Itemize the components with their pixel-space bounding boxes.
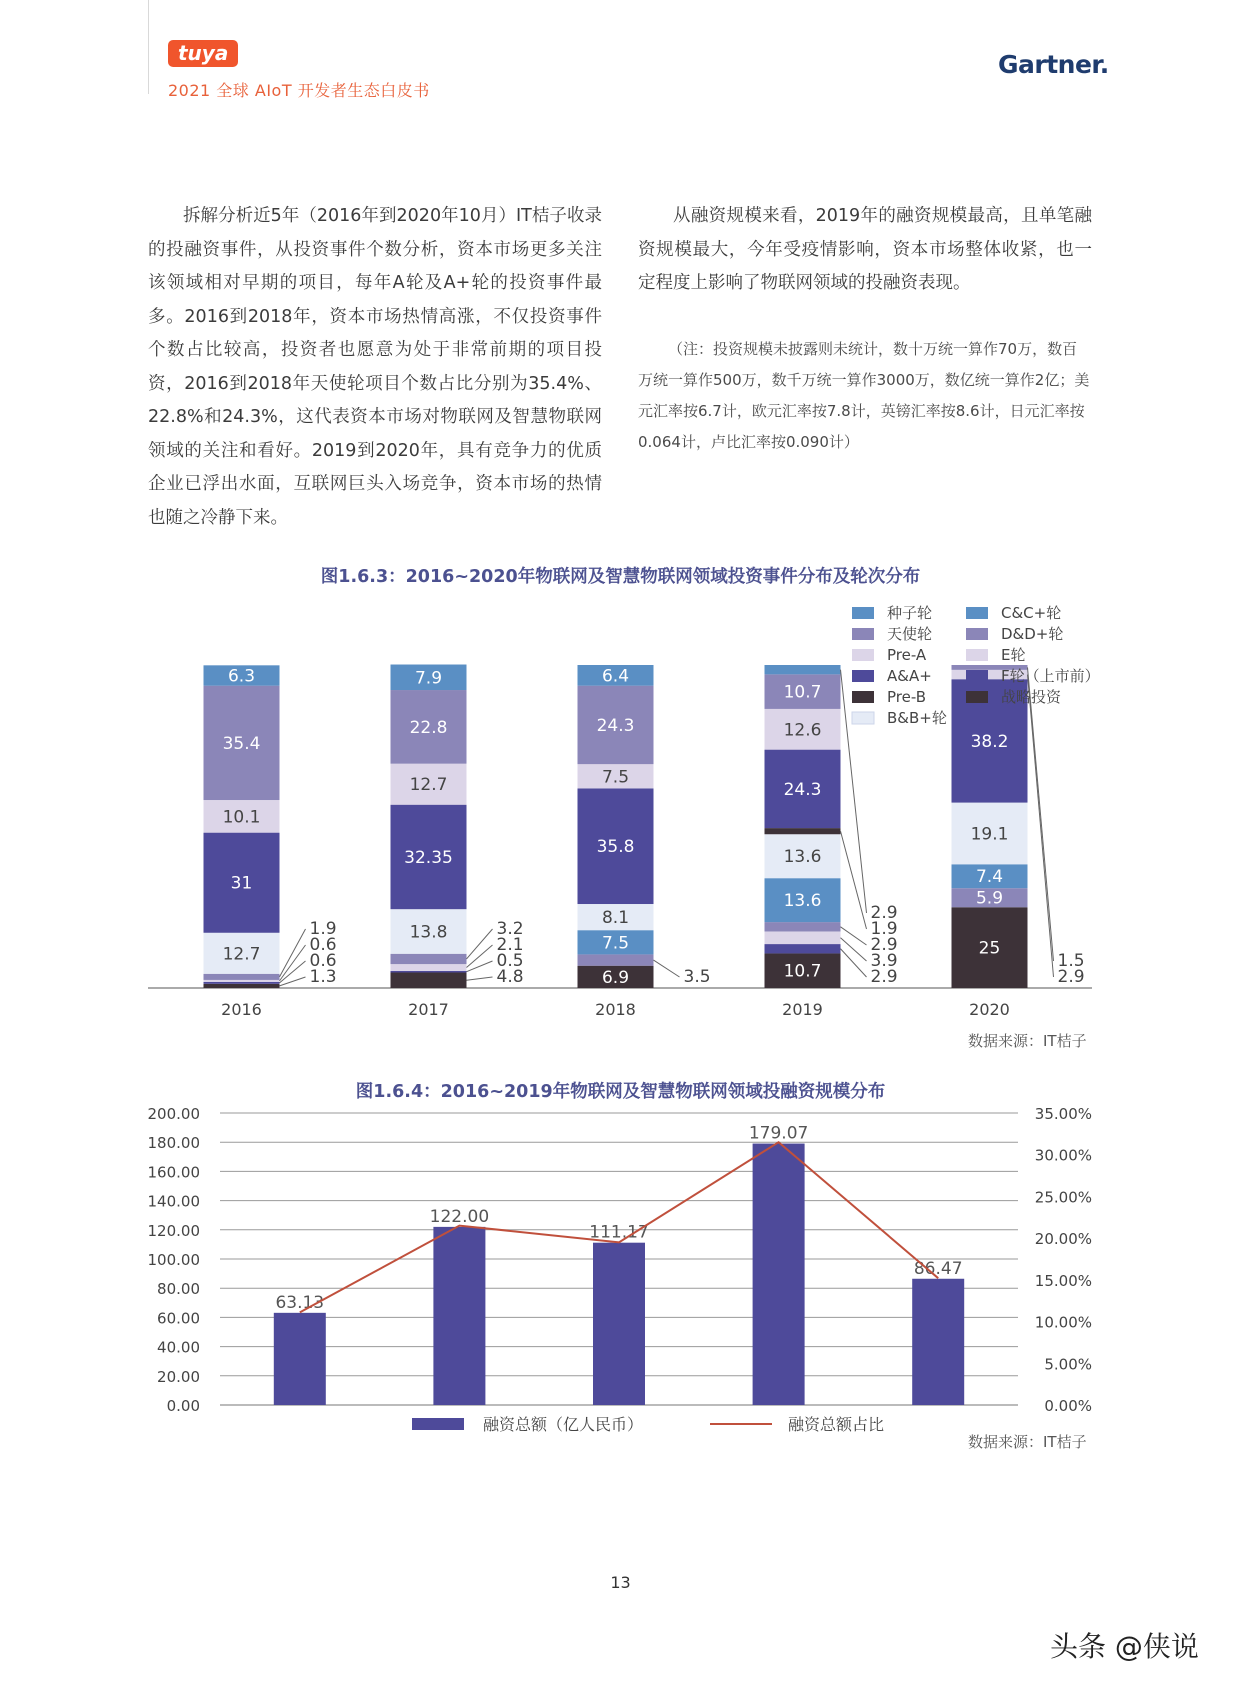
figure-2-source: 数据来源：IT桔子 xyxy=(968,1433,1087,1451)
bar-value-label: 7.9 xyxy=(414,668,443,689)
y2-tick-label: 10.00% xyxy=(1034,1313,1092,1332)
bar xyxy=(274,1313,326,1405)
bar-segment xyxy=(391,954,467,964)
bar-value-label: 22.8 xyxy=(409,717,448,738)
leader-line xyxy=(841,927,867,945)
legend-swatch xyxy=(852,628,874,640)
bar-value-label: 111.17 xyxy=(589,1222,649,1243)
leader-line xyxy=(280,945,306,981)
y-tick-label: 80.00 xyxy=(157,1280,200,1299)
legend-label: 融资总额占比 xyxy=(788,1415,885,1434)
y2-tick-label: 25.00% xyxy=(1034,1188,1092,1207)
leader-line xyxy=(280,929,306,977)
leader-line xyxy=(841,938,867,961)
bar-value-label: 1.9 xyxy=(870,919,898,939)
legend-swatch xyxy=(852,670,874,682)
legend-swatch xyxy=(966,670,988,682)
leader-line xyxy=(280,977,306,986)
bar-line-chart xyxy=(0,1100,1241,1460)
y2-tick-label: 30.00% xyxy=(1034,1146,1092,1165)
bar-value-label: 7.4 xyxy=(975,867,1004,888)
bar-value-label: 25 xyxy=(978,938,1001,959)
bar-value-label: 31 xyxy=(230,873,253,894)
legend-label: A&A+ xyxy=(887,667,932,685)
leader-line xyxy=(467,961,493,972)
bar xyxy=(753,1144,805,1405)
leader-line xyxy=(841,670,867,913)
bar-value-label: 5.9 xyxy=(975,888,1004,909)
bar-value-label: 8.1 xyxy=(601,908,630,929)
report-subtitle: 2021 全球 AIoT 开发者生态白皮书 xyxy=(168,81,430,100)
y-tick-label: 160.00 xyxy=(147,1163,200,1182)
bar-value-label: 10.7 xyxy=(783,682,822,703)
bar-value-label: 19.1 xyxy=(970,824,1009,845)
bar-value-label: 63.13 xyxy=(275,1292,325,1313)
legend-label: 战略投资 xyxy=(1001,688,1062,706)
legend-swatch xyxy=(412,1418,464,1430)
y2-tick-label: 5.00% xyxy=(1044,1355,1092,1374)
y2-tick-label: 0.00% xyxy=(1044,1397,1092,1415)
bar-value-label: 13.8 xyxy=(409,922,448,943)
bar-value-label: 38.2 xyxy=(970,731,1009,752)
x-tick-label: 2019 xyxy=(782,1000,823,1019)
bar-value-label: 13.6 xyxy=(783,847,822,868)
bar-value-label: 6.4 xyxy=(601,666,630,687)
leader-line xyxy=(280,961,306,983)
x-tick-label: 2020 xyxy=(969,1000,1010,1019)
bar-value-label: 10.1 xyxy=(222,807,261,828)
bar-value-label: 2.1 xyxy=(496,935,524,955)
leader-line xyxy=(467,977,493,980)
bar-value-label: 12.7 xyxy=(222,944,261,965)
bar-segment xyxy=(765,665,841,674)
bar-value-label: 1.9 xyxy=(309,919,337,939)
bar-value-label: 3.2 xyxy=(496,919,524,939)
figure-1-title: 图1.6.3：2016~2020年物联网及智慧物联网领域投资事件分布及轮次分布 xyxy=(320,567,921,587)
bar-value-label: 7.5 xyxy=(601,767,630,788)
y-tick-label: 60.00 xyxy=(157,1309,200,1328)
stacked-bar-chart xyxy=(0,600,1241,1020)
bar-segment xyxy=(391,971,467,973)
y-tick-label: 40.00 xyxy=(157,1338,200,1357)
bar xyxy=(433,1227,485,1405)
right-column xyxy=(638,200,1092,301)
legend-swatch xyxy=(852,691,874,703)
legend-swatch xyxy=(852,607,874,619)
leader-line xyxy=(654,960,680,977)
legend-label: C&C+轮 xyxy=(1001,604,1062,622)
bar-value-label: 6.3 xyxy=(227,666,256,687)
bar-segment xyxy=(765,931,841,944)
bar-value-label: 32.35 xyxy=(404,847,453,868)
bar-segment xyxy=(765,922,841,931)
legend-swatch xyxy=(966,628,988,640)
legend-label: E轮 xyxy=(1001,646,1026,664)
y-tick-label: 0.00 xyxy=(166,1397,200,1415)
bar-segment xyxy=(765,828,841,834)
header-divider xyxy=(148,0,149,94)
bar-segment xyxy=(391,972,467,988)
bar-value-label: 12.7 xyxy=(409,775,448,796)
bar-value-label: 2.9 xyxy=(1057,967,1085,987)
bar-value-label: 179.07 xyxy=(748,1123,809,1144)
bar-value-label: 7.5 xyxy=(601,933,630,954)
bar-segment xyxy=(391,964,467,971)
y-tick-label: 200.00 xyxy=(147,1105,200,1123)
page-number: 13 xyxy=(610,1573,631,1592)
note-text: （注：投资规模未披露则未统计，数十万统一算作70万，数百万统一算作500万，数千万统一算作3000万，数亿统一算作2亿；美元汇率按6.7计，欧元汇率按7.8计，英镑汇率按8.6计，日元汇率按0.064计，卢比汇率按0.090计） xyxy=(638,340,1090,451)
left-column xyxy=(148,200,602,535)
y2-tick-label: 15.00% xyxy=(1034,1271,1092,1290)
legend-label: 种子轮 xyxy=(887,604,933,622)
tuya-logo: tuya xyxy=(168,40,238,67)
bar-value-label: 35.8 xyxy=(596,837,635,858)
bar-value-label: 12.6 xyxy=(783,720,822,741)
y-tick-label: 180.00 xyxy=(147,1134,200,1153)
legend-label: F轮（上市前） xyxy=(1001,667,1100,685)
leader-line xyxy=(467,929,493,959)
legend-swatch xyxy=(852,649,874,661)
left-paragraph: 拆解分析近5年（2016年到2020年10月）IT桔子收录的投融资事件，从投资事件个数分析，资本市场更多关注该领域相对早期的项目，每年A轮及A+轮的投资事件最多。2016到2018年，资本市场热情高涨，不仅投资事件个数占比较高，投资者也愿意为处于非常前期的项目投资，2016到2018年天使轮项目个数占比分别为35.4%、22.8%和24.3%，这代表资本市场对物联网及智慧物联网领域的关注和看好。2019到2020年，具有竞争力的优质企业已浮出水面，互联网巨头入场竞争，资本市场的热情也随之冷静下来。 xyxy=(148,206,602,528)
bar-value-label: 3.5 xyxy=(683,967,711,987)
watermark: 头条 @侠说 xyxy=(1050,1630,1199,1663)
x-tick-label: 2018 xyxy=(595,1000,636,1019)
leader-line xyxy=(1028,675,1054,977)
bar-segment xyxy=(204,980,280,982)
x-tick-label: 2017 xyxy=(408,1000,449,1019)
bar-value-label: 24.3 xyxy=(783,779,822,800)
y-tick-label: 100.00 xyxy=(147,1251,200,1269)
figure-2-title: 图1.6.4：2016~2019年物联网及智慧物联网领域投融资规模分布 xyxy=(355,1082,886,1102)
bar-value-label: 10.7 xyxy=(783,961,822,982)
bar-segment xyxy=(765,944,841,953)
bar-value-label: 2.9 xyxy=(870,935,898,955)
legend-swatch xyxy=(966,607,988,619)
legend-swatch xyxy=(966,691,988,703)
bar-value-label: 86.47 xyxy=(913,1258,963,1279)
bar xyxy=(912,1279,964,1405)
y2-tick-label: 35.00% xyxy=(1034,1105,1092,1123)
bar-value-label: 0.6 xyxy=(309,951,337,971)
right-paragraph: 从融资规模来看，2019年的融资规模最高，且单笔融资规模最大，今年受疫情影响，资本市场整体收紧，也一定程度上影响了物联网领域的投融资表现。 xyxy=(638,206,1092,293)
exchange-note xyxy=(638,334,1092,458)
x-tick-label: 2016 xyxy=(221,1000,262,1019)
bar-value-label: 1.3 xyxy=(309,967,337,987)
legend-label: 天使轮 xyxy=(887,625,933,643)
figure-1-source: 数据来源：IT桔子 xyxy=(968,1032,1087,1050)
bar-value-label: 4.8 xyxy=(496,967,524,987)
bar-value-label: 3.9 xyxy=(870,951,898,971)
legend-label: 融资总额（亿人民币） xyxy=(483,1415,644,1434)
legend-swatch xyxy=(966,649,988,661)
bar-value-label: 122.00 xyxy=(429,1206,490,1227)
bar-value-label: 24.3 xyxy=(596,715,635,736)
y2-tick-label: 20.00% xyxy=(1034,1230,1092,1249)
leader-line xyxy=(841,949,867,977)
legend-label: B&B+轮 xyxy=(887,709,947,727)
bar-segment xyxy=(204,974,280,980)
bar-value-label: 1.5 xyxy=(1057,951,1085,971)
bar-segment xyxy=(578,954,654,965)
gartner-logo: Gartner. xyxy=(998,50,1109,79)
bar xyxy=(593,1243,645,1405)
y-tick-label: 140.00 xyxy=(147,1192,200,1211)
bar-segment xyxy=(204,984,280,988)
legend-label: D&D+轮 xyxy=(1001,625,1064,643)
bar-value-label: 0.6 xyxy=(309,935,337,955)
legend-swatch xyxy=(852,712,874,724)
legend-label: Pre-A xyxy=(887,646,927,664)
leader-line xyxy=(467,945,493,967)
bar-value-label: 2.9 xyxy=(870,903,898,923)
bar-value-label: 6.9 xyxy=(601,967,630,988)
y-tick-label: 20.00 xyxy=(157,1367,200,1386)
bar-value-label: 13.6 xyxy=(783,891,822,912)
leader-line xyxy=(1028,667,1054,961)
bar-segment xyxy=(204,982,280,984)
bar-value-label: 35.4 xyxy=(222,733,261,754)
bar-value-label: 0.5 xyxy=(496,951,524,971)
y-tick-label: 120.00 xyxy=(147,1221,200,1240)
legend-label: Pre-B xyxy=(887,688,927,706)
bar-value-label: 2.9 xyxy=(870,967,898,987)
